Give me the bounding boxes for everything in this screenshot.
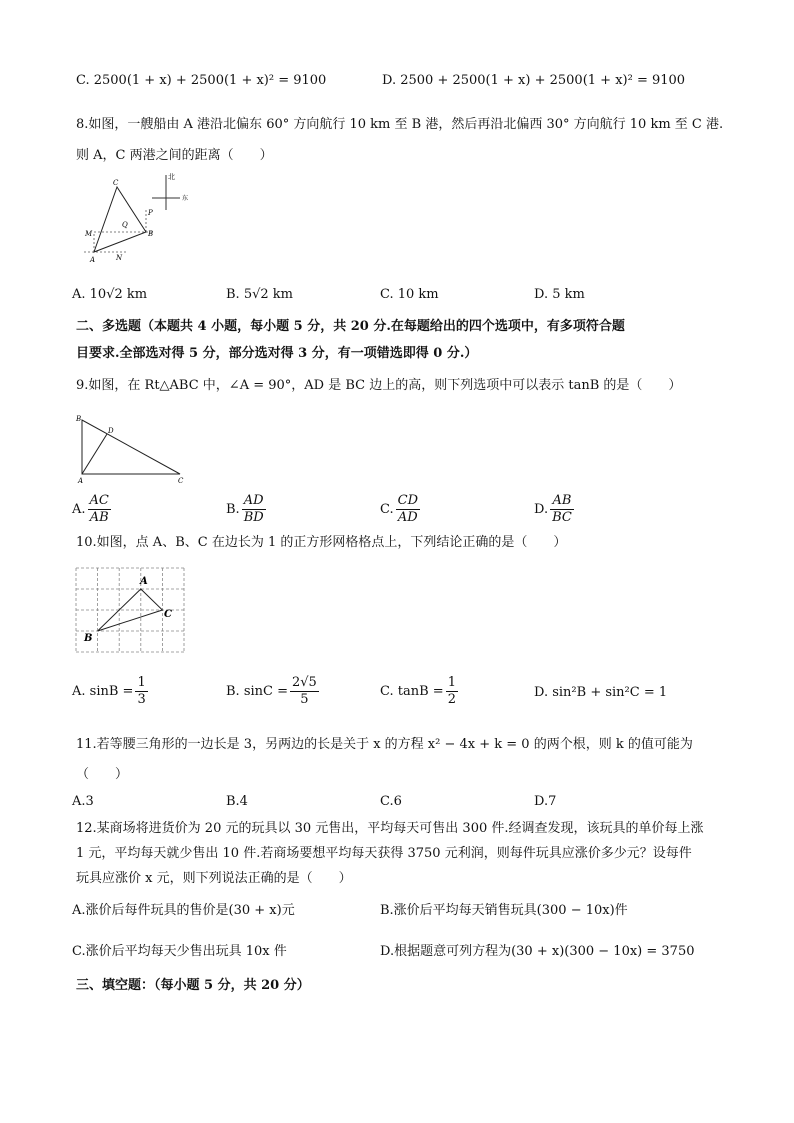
q7-option-d: D. 2500 + 2500(1 + x) + 2500(1 + x)² = 9100 <box>382 73 686 88</box>
q10-option-c-num: 1 <box>447 675 456 690</box>
q10-option-a <box>72 675 150 709</box>
q8-stem-line1: 8.如图，一艘船由 A 港沿北偏东 60° 方向航行 10 km 至 B 港，然后再沿北偏西 30° 方向航行 10 km 至 C 港. <box>76 117 724 132</box>
q8-label-n: N <box>116 254 123 262</box>
q10-option-b-num: 2√5 <box>292 675 317 690</box>
q8-label-a: A <box>90 256 96 264</box>
q8-label-p: P <box>148 209 153 217</box>
q9-label-d: D <box>108 427 114 435</box>
q10-option-b-den: 5 <box>300 692 309 707</box>
q8-triangle <box>94 187 146 252</box>
q9-label-c: C <box>178 477 184 484</box>
section2-header-line2: 目要求.全部选对得 5 分，部分选对得 3 分，有一项错选即得 0 分.） <box>76 346 478 361</box>
q8-option-b: B. 5√2 km <box>226 287 293 302</box>
q9-option-a-prefix: A. <box>72 502 86 517</box>
q12-stem-line1: 12.某商场将进货价为 20 元的玩具以 30 元售出，平均每天可售出 300 件.经调查发现，该玩具的单价每上涨 <box>76 821 704 836</box>
q11-option-b: B.4 <box>226 794 248 809</box>
q8-label-c: C <box>113 179 119 187</box>
q11-option-a: A.3 <box>72 794 94 809</box>
q8-label-north: 北 <box>168 173 175 181</box>
q9-option-c <box>380 493 422 527</box>
q9-option-b-den: BD <box>243 510 264 525</box>
q8-option-c: C. 10 km <box>380 287 439 302</box>
q9-option-c-prefix: C. <box>380 502 394 517</box>
q12-option-c: C.涨价后平均每天少售出玩具 10x 件 <box>72 944 287 959</box>
q12-option-b: B.涨价后平均每天销售玩具(300 − 10x)件 <box>380 903 628 918</box>
q10-label-b: B <box>84 633 93 644</box>
q11-option-d: D.7 <box>534 794 557 809</box>
q8-stem-line2: 则 A，C 两港之间的距离（ ） <box>76 148 273 163</box>
q10-option-b-prefix: B. sinC = <box>226 684 288 699</box>
q8-figure <box>80 170 200 270</box>
q10-option-b <box>226 675 321 709</box>
q10-option-d: D. sin²B + sin²C = 1 <box>534 685 668 700</box>
q10-option-a-num: 1 <box>137 675 146 690</box>
q10-stem: 10.如图，点 A、B、C 在边长为 1 的正方形网格格点上，下列结论正确的是（ ） <box>76 535 567 550</box>
q9-option-d-num: AB <box>550 493 574 510</box>
q9-option-d-den: BC <box>552 510 572 525</box>
q10-option-c-prefix: C. tanB = <box>380 684 444 699</box>
q9-option-c-den: AD <box>397 510 418 525</box>
q10-option-c <box>380 675 460 709</box>
q9-option-d-prefix: D. <box>534 502 549 517</box>
q9-stem: 9.如图，在 Rt△ABC 中，∠A = 90°，AD 是 BC 边上的高，则下列选项中可以表示 tanB 的是（ ） <box>76 378 682 393</box>
q8-label-q: Q <box>122 221 128 229</box>
q10-label-a: A <box>140 576 148 587</box>
q8-label-east: 东 <box>182 195 189 202</box>
q11-stem: 11.若等腰三角形的一边长是 3，另两边的长是关于 x 的方程 x² − 4x + k = 0 的两个根，则 k 的值可能为 <box>76 737 693 752</box>
q8-label-b: B <box>148 230 154 238</box>
q12-stem-line3: 玩具应涨价 x 元，则下列说法正确的是（ ） <box>76 871 352 886</box>
q9-option-a-num: AC <box>89 493 109 508</box>
q12-option-a: A.涨价后每件玩具的售价是(30 + x)元 <box>72 903 295 918</box>
q12-stem-line2: 1 元，平均每天就少售出 10 件.若商场要想平均每天获得 3750 元利润，则每件玩具应涨价多少元？设每件 <box>76 846 692 861</box>
q9-option-b <box>226 493 268 527</box>
q9-option-a-den: AB <box>89 510 109 525</box>
q12-option-d: D.根据题意可列方程为(30 + x)(300 − 10x) = 3750 <box>380 944 695 959</box>
q9-figure <box>74 412 190 484</box>
q9-option-b-prefix: B. <box>226 502 240 517</box>
q9-label-b: B <box>76 415 82 423</box>
q8-option-d: D. 5 km <box>534 287 585 302</box>
section2-header-line1: 二、多选题（本题共 4 小题，每小题 5 分，共 20 分.在每题给出的四个选项中，有多项符合题 <box>76 319 625 334</box>
section3-header: 三、填空题：（每小题 5 分，共 20 分） <box>76 978 310 993</box>
q9-option-b-num: AD <box>242 493 266 510</box>
q11-option-c: C.6 <box>380 794 402 809</box>
q9-option-d <box>534 493 576 527</box>
q9-option-a <box>72 493 113 527</box>
q8-compass-icon <box>152 172 188 210</box>
q9-option-c-num: CD <box>397 493 418 508</box>
q8-label-m: M <box>85 230 93 238</box>
q10-option-a-prefix: A. sinB = <box>72 684 134 699</box>
q9-triangle <box>82 420 180 474</box>
q10-option-c-den: 2 <box>447 692 456 707</box>
q11-paren: （ ） <box>76 767 129 782</box>
q10-option-a-den: 3 <box>137 692 146 707</box>
q9-label-a: A <box>78 477 84 484</box>
q10-figure <box>74 566 186 656</box>
q8-option-a: A. 10√2 km <box>72 287 148 302</box>
q10-label-c: C <box>164 609 172 620</box>
q7-option-c: C. 2500(1 + x) + 2500(1 + x)² = 9100 <box>76 73 327 88</box>
